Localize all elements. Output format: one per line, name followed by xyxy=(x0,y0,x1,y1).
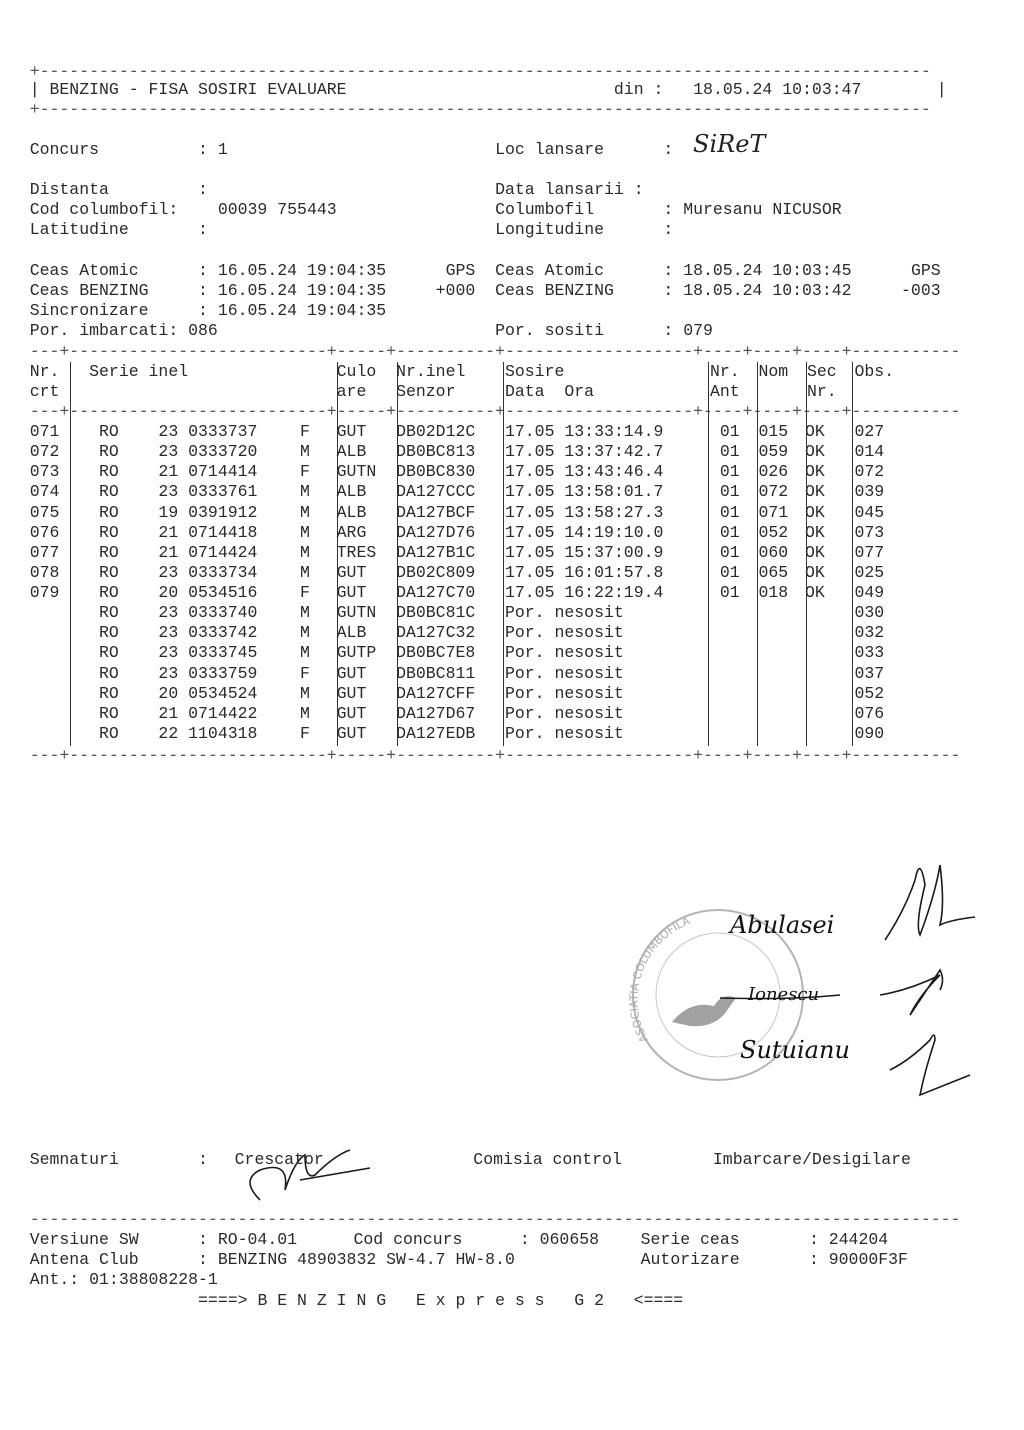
colon: : xyxy=(663,261,674,280)
cod-concurs-label: Cod concurs xyxy=(353,1230,463,1249)
cell-nom: 015 xyxy=(758,422,789,441)
clock-label: Sincronizare xyxy=(29,301,149,320)
cell-ant: 01 xyxy=(719,442,740,462)
comisia-control-label: Comisia control xyxy=(473,1150,622,1169)
cell-arrival: 17.05 13:58:27.3 xyxy=(504,502,664,522)
cell-obs: 027 xyxy=(854,422,885,441)
crescator-label: Crescator xyxy=(234,1150,324,1169)
cell-year: 21 xyxy=(158,462,179,482)
cell-arrival: Por. nesosit xyxy=(504,703,624,723)
cell-ring: 0534516 xyxy=(188,583,258,603)
box-pipe: | xyxy=(29,80,40,99)
cell-sec: OK xyxy=(805,442,825,462)
cell-year: 23 xyxy=(158,663,179,683)
cell-country: RO xyxy=(99,723,119,743)
benzing-express-banner: ====> B E N Z I N G E x p r e s s G 2 <==== xyxy=(198,1291,684,1310)
header-data-ora: Data Ora xyxy=(504,382,595,401)
cell-nom: 026 xyxy=(758,462,789,482)
cell-country: RO xyxy=(99,703,119,723)
cell-obs: 052 xyxy=(854,683,885,703)
cell-obs: 039 xyxy=(854,482,885,502)
cell-country: RO xyxy=(99,462,119,482)
report-title: BENZING - FISA SOSIRI EVALUARE xyxy=(49,80,347,99)
colon: : xyxy=(663,200,674,219)
antena-value: BENZING 48903832 SW-4.7 HW-8.0 xyxy=(217,1250,515,1269)
cell-arrival: 17.05 13:58:01.7 xyxy=(504,482,664,502)
cell-obs: 033 xyxy=(854,643,885,663)
cell-ant: 01 xyxy=(719,482,740,502)
autorizare-value: 90000F3F xyxy=(828,1250,908,1269)
cell-sensor: DA127D76 xyxy=(396,522,476,542)
cod-concurs-value: 060658 xyxy=(539,1230,600,1249)
cell-sex: M xyxy=(300,683,310,703)
clock-suffix: GPS xyxy=(445,261,476,280)
cell-sex: M xyxy=(300,562,310,582)
cell-ant: 01 xyxy=(719,422,740,441)
cell-sex: F xyxy=(300,462,310,482)
colon: : xyxy=(519,1230,530,1249)
colon: : xyxy=(663,220,674,239)
cell-country: RO xyxy=(99,522,119,542)
clock-value: 16.05.24 19:04:35 xyxy=(217,301,387,320)
serie-ceas-value: 244204 xyxy=(828,1230,889,1249)
signature-abulasei: Abulasei xyxy=(730,911,835,939)
cell-obs: 037 xyxy=(854,663,885,683)
cod-columbofil-value: 00039 755443 xyxy=(217,200,337,219)
cell-sensor: DA127D67 xyxy=(396,703,476,723)
cell-country: RO xyxy=(99,683,119,703)
cell-arrival: 17.05 13:33:14.9 xyxy=(504,422,664,441)
cell-obs: 077 xyxy=(854,542,885,562)
cell-year: 23 xyxy=(158,442,179,462)
cell-year: 23 xyxy=(158,603,179,623)
columbofil-label: Columbofil xyxy=(495,200,595,219)
cell-nr: 078 xyxy=(29,562,60,582)
cell-color: GUT xyxy=(336,562,367,582)
header-serie-inel: Serie inel xyxy=(89,362,189,381)
versiune-value: RO-04.01 xyxy=(217,1230,298,1249)
cell-nr: 071 xyxy=(29,422,60,441)
cell-arrival: 17.05 13:37:42.7 xyxy=(504,442,664,462)
cell-ring: 0714414 xyxy=(188,462,258,482)
cell-country: RO xyxy=(99,442,119,462)
cell-sensor: DB0BC81C xyxy=(396,603,476,623)
columbofil-value: Muresanu NICUSOR xyxy=(683,200,842,219)
cell-ring: 0391912 xyxy=(188,502,258,522)
cell-sensor: DA127BCF xyxy=(396,502,476,522)
header-nom: Nom xyxy=(758,362,789,381)
cell-nr: 072 xyxy=(29,442,60,462)
cell-sex: M xyxy=(300,502,310,522)
semnaturi-label: Semnaturi xyxy=(29,1150,119,1169)
cell-sec: OK xyxy=(805,542,825,562)
cell-sensor: DB0BC830 xyxy=(396,462,476,482)
footer-banner xyxy=(0,1291,1024,1311)
versiune-label: Versiune SW xyxy=(29,1230,139,1249)
cell-country: RO xyxy=(99,643,119,663)
colon: : xyxy=(663,281,674,300)
cell-nom: 072 xyxy=(758,482,789,502)
cell-sex: F xyxy=(300,583,310,603)
cell-ant: 01 xyxy=(719,562,740,582)
header-culoare-2: are xyxy=(336,382,367,401)
cell-sex: F xyxy=(300,422,310,441)
cell-color: GUT xyxy=(336,723,367,743)
colon: : xyxy=(198,180,208,199)
report-datetime: 18.05.24 10:03:47 xyxy=(693,80,862,99)
cell-sensor: DB0BC7E8 xyxy=(396,643,476,663)
cell-sensor: DA127CCC xyxy=(396,482,476,502)
colon: : xyxy=(198,1150,208,1169)
footer-line-3 xyxy=(0,1270,1024,1290)
cell-sex: F xyxy=(300,663,310,683)
colon: : xyxy=(633,180,644,199)
cell-color: ALB xyxy=(336,442,367,462)
header-bottom-border: +------------------------------------------------------------------------------------------ xyxy=(0,100,931,119)
cell-sensor: DB02C809 xyxy=(396,562,476,582)
cell-obs: 030 xyxy=(854,603,885,623)
cell-ring: 0333745 xyxy=(188,643,258,663)
table-top-border: ---+--------------------------+-----+----------+-------------------+----+----+----+----------- xyxy=(0,342,961,361)
cell-obs: 025 xyxy=(854,562,885,582)
colon: : xyxy=(663,321,674,340)
data-lansarii-label: Data lansarii xyxy=(495,180,624,199)
cell-year: 23 xyxy=(158,562,179,582)
cell-nr: 079 xyxy=(29,583,60,603)
cell-arrival: 17.05 15:37:00.9 xyxy=(504,542,664,562)
cell-arrival: 17.05 13:43:46.4 xyxy=(504,462,664,482)
clock-label: Ceas Atomic xyxy=(495,261,604,280)
colon: : xyxy=(198,220,208,239)
clock-label: Ceas Atomic xyxy=(29,261,139,280)
colon: : xyxy=(198,281,208,300)
cell-sex: M xyxy=(300,542,310,562)
cell-obs: 032 xyxy=(854,623,885,643)
distanta-label: Distanta xyxy=(29,180,109,199)
cell-nom: 059 xyxy=(758,442,789,462)
loc-lansare-label: Loc lansare xyxy=(495,140,604,159)
cell-sensor: DB0BC813 xyxy=(396,442,476,462)
cell-country: RO xyxy=(99,623,119,643)
cell-sensor: DB02D12C xyxy=(396,422,476,441)
cell-ant: 01 xyxy=(719,462,740,482)
cell-arrival: Por. nesosit xyxy=(504,643,624,663)
cell-country: RO xyxy=(99,603,119,623)
cell-year: 20 xyxy=(158,683,179,703)
cell-color: ARG xyxy=(336,522,367,542)
loc-lansare-handwritten: SiReT xyxy=(693,130,766,158)
cell-year: 23 xyxy=(158,643,179,663)
por-imbarcati-value: 086 xyxy=(188,321,218,340)
concurs-label: Concurs xyxy=(29,140,100,159)
cell-arrival: Por. nesosit xyxy=(504,623,624,643)
cell-color: GUTN xyxy=(336,462,377,482)
colon: : xyxy=(198,1230,208,1249)
signatures-line xyxy=(0,1150,1024,1170)
cell-nr: 074 xyxy=(29,482,60,502)
cell-nom: 018 xyxy=(758,583,789,603)
cell-color: GUT xyxy=(336,663,367,683)
cell-ring: 0714422 xyxy=(188,703,258,723)
cell-year: 19 xyxy=(158,502,179,522)
cell-country: RO xyxy=(99,542,119,562)
cell-sex: M xyxy=(300,442,310,462)
antena-label: Antena Club xyxy=(29,1250,139,1269)
cell-ring: 0333740 xyxy=(188,603,258,623)
cell-country: RO xyxy=(99,663,119,683)
latitudine-label: Latitudine xyxy=(29,220,129,239)
cell-color: ALB xyxy=(336,502,367,522)
cell-ring: 0714424 xyxy=(188,542,258,562)
cell-country: RO xyxy=(99,583,119,603)
header-culoare: Culo xyxy=(336,362,377,381)
cell-sex: M xyxy=(300,603,310,623)
serie-ceas-label: Serie ceas xyxy=(640,1230,740,1249)
cell-year: 23 xyxy=(158,623,179,643)
cell-year: 20 xyxy=(158,583,179,603)
header-crt: crt xyxy=(29,382,60,401)
longitudine-label: Longitudine xyxy=(495,220,604,239)
cell-color: GUT xyxy=(336,683,367,703)
por-sositi-value: 079 xyxy=(683,321,713,340)
cell-ant: 01 xyxy=(719,583,740,603)
cell-arrival: 17.05 14:19:10.0 xyxy=(504,522,664,542)
table-bottom-border: ---+--------------------------+-----+----------+-------------------+----+----+----+----------- xyxy=(0,746,961,765)
cell-sec: OK xyxy=(805,482,825,502)
cell-ant: 01 xyxy=(719,522,740,542)
colon: : xyxy=(808,1250,819,1269)
header-sosire: Sosire xyxy=(504,362,565,381)
colon: : xyxy=(198,140,208,159)
cell-nom: 065 xyxy=(758,562,789,582)
header-obs: Obs. xyxy=(854,362,895,381)
cell-sex: M xyxy=(300,643,310,663)
cell-obs: 073 xyxy=(854,522,885,542)
cell-year: 23 xyxy=(158,422,179,441)
cell-nr: 076 xyxy=(29,522,60,542)
concurs-value: 1 xyxy=(217,140,228,159)
header-nr-ant: Nr. xyxy=(709,362,740,381)
cell-arrival: Por. nesosit xyxy=(504,723,624,743)
cell-ring: 0333720 xyxy=(188,442,258,462)
header-ant: Ant xyxy=(709,382,740,401)
cell-nr: 073 xyxy=(29,462,60,482)
cell-sec: OK xyxy=(805,422,825,441)
clock-label: Ceas BENZING xyxy=(495,281,614,300)
cell-nom: 052 xyxy=(758,522,789,542)
clock-suffix: -003 xyxy=(901,281,941,300)
por-imbarcati-label: Por. imbarcati xyxy=(29,321,169,340)
cell-ant: 01 xyxy=(719,502,740,522)
cell-sec: OK xyxy=(805,522,825,542)
cell-color: GUTP xyxy=(336,643,377,663)
cell-ring: 0333737 xyxy=(188,422,258,441)
imbarcare-label: Imbarcare/Desigilare xyxy=(712,1150,911,1169)
colon: : xyxy=(663,140,674,159)
footer-separator: ---------------------------------------------------------------------------------------------- xyxy=(0,1210,961,1229)
colon: : xyxy=(168,200,179,219)
clock-suffix: +000 xyxy=(435,281,476,300)
cell-year: 21 xyxy=(158,703,179,723)
cell-nom: 071 xyxy=(758,502,789,522)
cell-nr: 075 xyxy=(29,502,60,522)
colon: : xyxy=(198,261,208,280)
cell-ant: 01 xyxy=(719,542,740,562)
cell-sex: F xyxy=(300,723,310,743)
cell-obs: 049 xyxy=(854,583,885,603)
cell-sex: M xyxy=(300,482,310,502)
cell-color: TRES xyxy=(336,542,377,562)
cell-arrival: Por. nesosit xyxy=(504,603,624,623)
header-sec-nr: Nr. xyxy=(806,382,837,401)
cell-ring: 0333759 xyxy=(188,663,258,683)
cell-country: RO xyxy=(99,502,119,522)
clock-value: 16.05.24 19:04:35 xyxy=(217,281,387,300)
autorizare-label: Autorizare xyxy=(640,1250,740,1269)
cell-obs: 045 xyxy=(854,502,885,522)
cell-sex: M xyxy=(300,703,310,723)
cell-year: 21 xyxy=(158,542,179,562)
clock-label: Ceas BENZING xyxy=(29,281,149,300)
cell-sec: OK xyxy=(805,502,825,522)
clock-value: 18.05.24 10:03:42 xyxy=(683,281,852,300)
colon: : xyxy=(808,1230,819,1249)
cell-sensor: DA127EDB xyxy=(396,723,476,743)
cell-year: 21 xyxy=(158,522,179,542)
cell-color: GUT xyxy=(336,703,367,723)
cell-ring: 0333761 xyxy=(188,482,258,502)
footer-line-1 xyxy=(0,1230,1024,1250)
cell-color: GUT xyxy=(336,583,367,603)
cell-country: RO xyxy=(99,422,119,441)
box-pipe: | xyxy=(936,80,947,99)
cell-obs: 090 xyxy=(854,723,885,743)
cell-color: ALB xyxy=(336,623,367,643)
cell-arrival: 17.05 16:22:19.4 xyxy=(504,583,664,603)
cell-obs: 014 xyxy=(854,442,885,462)
signature-ionescu: Ionescu xyxy=(748,984,820,1005)
cell-year: 22 xyxy=(158,723,179,743)
colon: : xyxy=(198,301,208,320)
cell-sensor: DA127C70 xyxy=(396,583,476,603)
cell-sensor: DA127CFF xyxy=(396,683,476,703)
header-top-border: +------------------------------------------------------------------------------------------ xyxy=(0,62,931,81)
cell-country: RO xyxy=(99,562,119,582)
cell-nom: 060 xyxy=(758,542,789,562)
cell-sec: OK xyxy=(805,462,825,482)
clock-value: 16.05.24 19:04:35 xyxy=(217,261,387,280)
cell-ring: 0333734 xyxy=(188,562,258,582)
cell-ring: 0333742 xyxy=(188,623,258,643)
cell-country: RO xyxy=(99,482,119,502)
ant-line: Ant.: 01:38808228-1 xyxy=(29,1270,218,1289)
colon: : xyxy=(168,321,179,340)
cell-nr: 077 xyxy=(29,542,60,562)
cell-sec: OK xyxy=(805,562,825,582)
por-sositi-label: Por. sositi xyxy=(495,321,604,340)
cell-sensor: DA127C32 xyxy=(396,623,476,643)
svg-text:ASOCIATIA COLUMBOFILA: ASOCIATIA COLUMBOFILA xyxy=(627,914,692,1045)
cell-ring: 0714418 xyxy=(188,522,258,542)
din-label: din : xyxy=(613,80,664,99)
cell-ring: 0534524 xyxy=(188,683,258,703)
cell-color: GUTN xyxy=(336,603,377,623)
clock-suffix: GPS xyxy=(910,261,941,280)
cell-sensor: DA127B1C xyxy=(396,542,476,562)
pigeon-icon xyxy=(672,996,736,1026)
cod-columbofil-label: Cod columbofil xyxy=(29,200,169,219)
header-nr: Nr. xyxy=(29,362,60,381)
signature-sutuianu: Sutuianu xyxy=(740,1036,850,1064)
cell-sex: M xyxy=(300,623,310,643)
clock-value: 18.05.24 10:03:45 xyxy=(683,261,852,280)
cell-sec: OK xyxy=(805,583,825,603)
header-senzor: Senzor xyxy=(396,382,456,401)
header-nr-inel: Nr.inel xyxy=(396,362,466,381)
cell-color: ALB xyxy=(336,482,367,502)
cell-sensor: DB0BC811 xyxy=(396,663,476,683)
header-sec: Sec xyxy=(806,362,837,381)
cell-arrival: Por. nesosit xyxy=(504,663,624,683)
cell-sex: M xyxy=(300,522,310,542)
cell-year: 23 xyxy=(158,482,179,502)
cell-ring: 1104318 xyxy=(188,723,258,743)
table-header-separator: ---+--------------------------+-----+----------+-------------------+----+----+----+----------- xyxy=(0,402,961,421)
cell-color: GUT xyxy=(336,422,367,441)
cell-obs: 072 xyxy=(854,462,885,482)
colon: : xyxy=(198,1250,208,1269)
cell-arrival: Por. nesosit xyxy=(504,683,624,703)
cell-arrival: 17.05 16:01:57.8 xyxy=(504,562,664,582)
footer-line-2 xyxy=(0,1250,1024,1270)
cell-obs: 076 xyxy=(854,703,885,723)
